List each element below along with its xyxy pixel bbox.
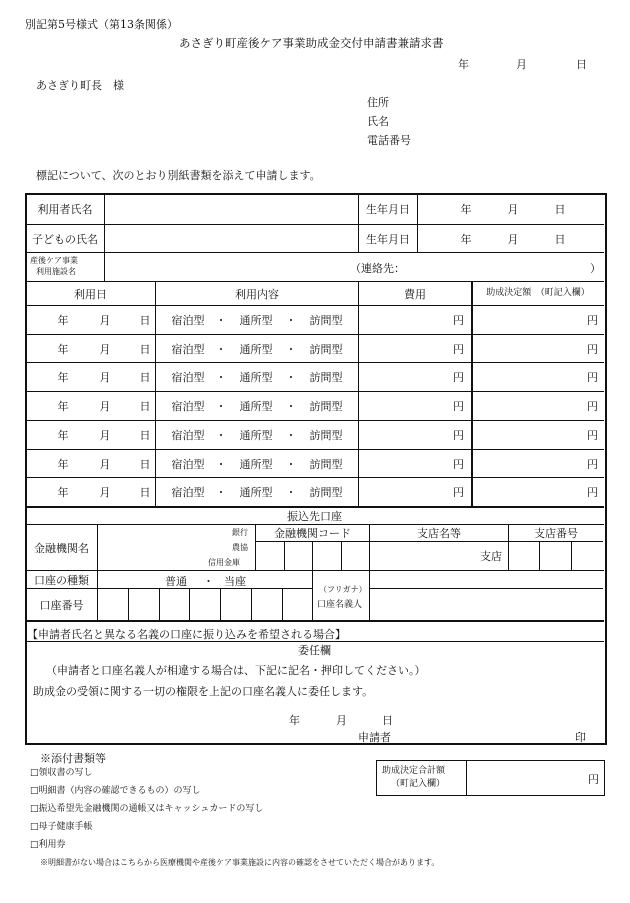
usage-row-separator: ・ xyxy=(285,342,297,356)
usage-row-month[interactable]: 月 xyxy=(99,399,111,413)
usage-row-day[interactable]: 日 xyxy=(139,457,151,471)
user-name-field[interactable] xyxy=(105,194,357,224)
usage-row-decision: 円 xyxy=(587,313,598,327)
usage-row-type-visit[interactable]: 訪問型 xyxy=(309,428,343,442)
usage-row-year[interactable]: 年 xyxy=(57,428,69,442)
usage-row-day[interactable]: 日 xyxy=(139,399,151,413)
usage-row-type-visit[interactable]: 訪問型 xyxy=(309,399,343,413)
account-holder-furigana-field[interactable] xyxy=(370,571,603,588)
bank-type-shinkin: 信用金庫 xyxy=(208,558,240,567)
bank-type-bank: 銀行 xyxy=(232,528,248,537)
usage-row-type-stay[interactable]: 宿泊型 xyxy=(171,370,205,384)
usage-row-decision: 円 xyxy=(587,342,598,356)
delegation-date-month: 月 xyxy=(336,714,347,727)
delegation-instruction: （申請者と口座名義人が相違する場合は、下記に記名・押印してください。） xyxy=(46,664,426,677)
usage-row-type-stay[interactable]: 宿泊型 xyxy=(171,342,205,356)
usage-row-month[interactable]: 月 xyxy=(99,485,111,499)
usage-row-type-daycare[interactable]: 通所型 xyxy=(239,485,273,499)
usage-row-type-daycare[interactable]: 通所型 xyxy=(239,457,273,471)
usage-row-type-daycare[interactable]: 通所型 xyxy=(239,342,273,356)
usage-content-header: 利用内容 xyxy=(235,287,279,301)
usage-row-separator: ・ xyxy=(215,428,227,442)
usage-row-separator: ・ xyxy=(285,399,297,413)
usage-row-cost[interactable]: 円 xyxy=(453,428,464,442)
usage-row-cost[interactable]: 円 xyxy=(453,485,464,499)
child-birth-month[interactable]: 月 xyxy=(507,232,519,246)
usage-row-year[interactable]: 年 xyxy=(57,399,69,413)
attachment-maternal-handbook[interactable]: □母子健康手帳 xyxy=(30,822,93,832)
usage-row-year[interactable]: 年 xyxy=(57,485,69,499)
usage-row-cost[interactable]: 円 xyxy=(453,399,464,413)
child-birth-label: 生年月日 xyxy=(366,232,410,246)
total-decision-label-2: （町記入欄） xyxy=(391,779,446,789)
delegation-applicant-label: 申請者 xyxy=(358,731,391,744)
delegation-statement: 助成金の受領に関する一切の権限を上記の口座名義人に委任します。 xyxy=(33,685,374,698)
usage-row-month[interactable]: 月 xyxy=(99,457,111,471)
usage-row-day[interactable]: 日 xyxy=(139,370,151,384)
usage-row-separator: ・ xyxy=(285,313,297,327)
header-date-month: 月 xyxy=(516,58,527,71)
usage-row-type-stay[interactable]: 宿泊型 xyxy=(171,457,205,471)
institution-name-field[interactable] xyxy=(98,525,218,570)
usage-row-separator: ・ xyxy=(285,428,297,442)
usage-row-year[interactable]: 年 xyxy=(57,457,69,471)
bank-section-title: 振込先口座 xyxy=(287,509,342,523)
usage-row-separator: ・ xyxy=(215,457,227,471)
account-type-current[interactable]: 当座 xyxy=(224,575,246,588)
usage-row-type-visit[interactable]: 訪問型 xyxy=(309,485,343,499)
user-birth-month[interactable]: 月 xyxy=(507,203,519,216)
child-birth-year[interactable]: 年 xyxy=(460,232,472,246)
usage-row-decision: 円 xyxy=(587,399,598,413)
usage-row-month[interactable]: 月 xyxy=(99,428,111,442)
usage-row-separator: ・ xyxy=(285,370,297,384)
usage-row-separator: ・ xyxy=(215,485,227,499)
usage-row-cost[interactable]: 円 xyxy=(453,370,464,384)
usage-row-type-visit[interactable]: 訪問型 xyxy=(309,457,343,471)
usage-row-day[interactable]: 日 xyxy=(139,342,151,356)
usage-cost-header: 費用 xyxy=(404,287,426,301)
delegation-title: 委任欄 xyxy=(298,644,331,657)
user-birth-day[interactable]: 日 xyxy=(554,203,566,216)
applicant-phone-label: 電話番号 xyxy=(367,134,411,147)
usage-row-type-stay[interactable]: 宿泊型 xyxy=(171,313,205,327)
institution-label: 金融機関名 xyxy=(34,541,89,555)
usage-row-type-daycare[interactable]: 通所型 xyxy=(239,399,273,413)
account-type-label: 口座の種類 xyxy=(34,573,89,587)
usage-row-decision: 円 xyxy=(587,370,598,384)
facility-contact-label: （連絡先： xyxy=(350,262,405,275)
branch-name-label: 支店名等 xyxy=(417,527,461,540)
account-number-label: 口座番号 xyxy=(39,598,84,612)
usage-row-decision: 円 xyxy=(587,485,598,499)
addressee: あさぎり町長 様 xyxy=(36,79,124,92)
account-type-ordinary[interactable]: 普通 xyxy=(165,575,187,588)
usage-row-cost[interactable]: 円 xyxy=(453,342,464,356)
form-number: 別記第5号様式（第13条関係） xyxy=(25,18,178,31)
usage-row-separator: ・ xyxy=(215,342,227,356)
usage-row-year[interactable]: 年 xyxy=(57,342,69,356)
usage-row-separator: ・ xyxy=(215,313,227,327)
usage-row-type-visit[interactable]: 訪問型 xyxy=(309,313,343,327)
usage-row-year[interactable]: 年 xyxy=(57,313,69,327)
facility-label-line2: 利用施設名 xyxy=(36,267,76,276)
usage-row-month[interactable]: 月 xyxy=(99,342,111,356)
account-holder-label: 口座名義人 xyxy=(317,600,363,610)
form-title: あさぎり町産後ケア事業助成金交付申請書兼請求書 xyxy=(179,36,444,50)
delegation-date-year: 年 xyxy=(289,714,300,727)
account-holder-name-field[interactable] xyxy=(370,589,603,620)
attachment-statement[interactable]: □明細書（内容の確認できるもの）の写し xyxy=(30,786,201,796)
usage-row-cost[interactable]: 円 xyxy=(453,313,464,327)
child-birth-day[interactable]: 日 xyxy=(554,232,566,246)
usage-row-type-visit[interactable]: 訪問型 xyxy=(309,342,343,356)
attachments-note: ※明細書がない場合はこちらから医療機関や産後ケア事業施設に内容の確認をさせていただく場合があります。 xyxy=(40,858,440,867)
usage-row-type-stay[interactable]: 宿泊型 xyxy=(171,399,205,413)
facility-contact-close: ） xyxy=(590,262,601,275)
usage-row-type-daycare[interactable]: 通所型 xyxy=(239,313,273,327)
usage-row-type-stay[interactable]: 宿泊型 xyxy=(171,428,205,442)
user-birth-label: 生年月日 xyxy=(366,203,410,216)
delegation-notice: 【申請者氏名と異なる名義の口座に振り込みを希望される場合】 xyxy=(27,628,346,641)
header-date-year: 年 xyxy=(458,58,469,71)
usage-row-decision: 円 xyxy=(587,428,598,442)
delegation-applicant-field[interactable] xyxy=(400,726,560,742)
applicant-address-label: 住所 xyxy=(367,96,389,109)
usage-row-separator: ・ xyxy=(215,370,227,384)
usage-row-decision: 円 xyxy=(587,457,598,471)
attachment-voucher[interactable]: □利用券 xyxy=(30,840,66,850)
delegation-date-day: 日 xyxy=(382,714,393,727)
usage-row-type-daycare[interactable]: 通所型 xyxy=(239,428,273,442)
usage-row-type-visit[interactable]: 訪問型 xyxy=(309,370,343,384)
total-decision-unit: 円 xyxy=(588,773,599,786)
usage-row-day[interactable]: 日 xyxy=(139,428,151,442)
institution-code-label: 金融機関コード xyxy=(274,527,351,540)
attachment-bankbook[interactable]: □振込希望先金融機関の通帳又はキャッシュカードの写し xyxy=(30,804,264,814)
usage-row-cost[interactable]: 円 xyxy=(453,457,464,471)
child-name-label: 子どもの氏名 xyxy=(32,232,98,246)
usage-row-year[interactable]: 年 xyxy=(57,370,69,384)
usage-row-type-stay[interactable]: 宿泊型 xyxy=(171,485,205,499)
attachment-receipt[interactable]: □領収書の写し xyxy=(30,768,93,778)
usage-row-month[interactable]: 月 xyxy=(99,313,111,327)
delegation-seal: 印 xyxy=(575,731,586,744)
header-date-day: 日 xyxy=(576,58,587,71)
furigana-label: （フリガナ） xyxy=(319,585,367,594)
usage-decision-header: 助成決定額 （町記入欄） xyxy=(486,288,590,298)
usage-row-day[interactable]: 日 xyxy=(139,485,151,499)
branch-suffix: 支店 xyxy=(480,550,502,563)
usage-row-month[interactable]: 月 xyxy=(99,370,111,384)
attachments-title: ※添付書類等 xyxy=(40,752,106,765)
facility-name-field[interactable] xyxy=(105,253,350,281)
user-birth-year[interactable]: 年 xyxy=(460,203,472,216)
applicant-name-label: 氏名 xyxy=(367,115,389,128)
usage-date-header: 利用日 xyxy=(74,287,107,301)
usage-row-separator: ・ xyxy=(285,457,297,471)
usage-row-separator: ・ xyxy=(215,399,227,413)
bank-type-ja: 農協 xyxy=(232,543,248,552)
child-name-field[interactable] xyxy=(105,225,357,252)
facility-label-line1: 産後ケア事業 xyxy=(30,256,78,265)
usage-row-type-daycare[interactable]: 通所型 xyxy=(239,370,273,384)
total-decision-label-1: 助成決定合計額 xyxy=(382,766,446,776)
usage-row-day[interactable]: 日 xyxy=(139,313,151,327)
usage-row-separator: ・ xyxy=(285,485,297,499)
intro-text: 標記について、次のとおり別紙書類を添えて申請します。 xyxy=(36,169,321,182)
user-name-label: 利用者氏名 xyxy=(37,203,93,216)
account-type-dot: ・ xyxy=(203,575,214,588)
branch-number-label: 支店番号 xyxy=(534,527,578,540)
